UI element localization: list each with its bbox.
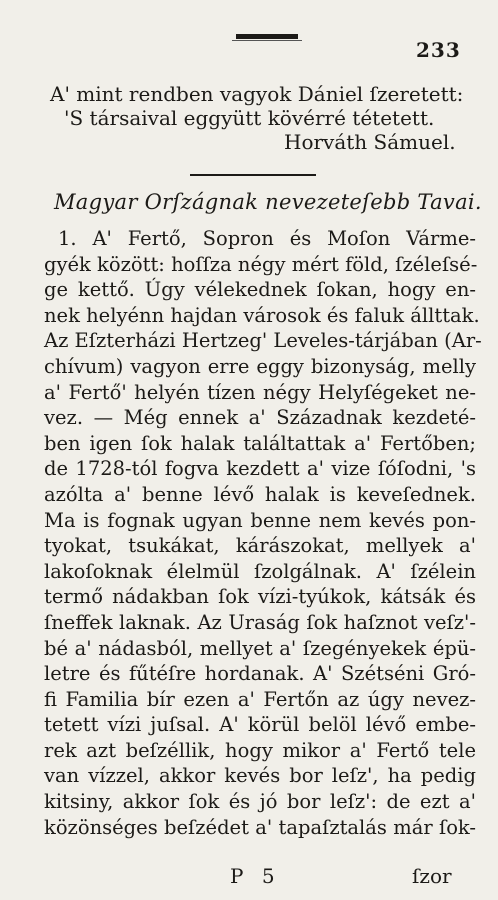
body-line: ſneffek laknak. Az Uraság ſok haſznot veſz'- bbox=[44, 610, 476, 634]
body-line: 1. A' Fertő, Sopron és Moſon Várme- bbox=[58, 227, 476, 250]
body-line: vez. — Még ennek a' Századnak kezdeté- bbox=[44, 406, 476, 430]
body-line: chívum) vagyon erre eggy bizonyság, melly bbox=[44, 354, 476, 378]
body-line: ge kettő. Úgy vélekednek ſokan, hogy en- bbox=[44, 278, 476, 302]
body-line: termő nádakban ſok vízi-tyúkok, kátsák és bbox=[44, 585, 476, 609]
body-line: bé a' nádasból, mellyet a' ſzegényekek épü- bbox=[44, 636, 476, 660]
catchword: ſzor bbox=[412, 864, 452, 888]
body-line: van vízzel, akkor kevés bor leſz', ha pedig bbox=[44, 764, 476, 788]
body-line: lakoſoknak élelmül ſzolgálnak. A' ſzélein bbox=[44, 559, 476, 583]
body-line: fi Familia bír ezen a' Fertőn az úgy nevez- bbox=[44, 687, 476, 711]
printer-signature-mark: P 5 bbox=[230, 864, 281, 888]
body-line: tetett vízi juſsal. A' körül belöl lévő embe- bbox=[44, 713, 476, 737]
page-number: 233 bbox=[416, 38, 461, 62]
poem-line-2: 'S társaival eggyütt kövérré tétetett. bbox=[64, 106, 435, 130]
section-divider bbox=[190, 174, 316, 176]
section-heading: Magyar Orſzágnak nevezeteſebb Tavai. bbox=[54, 190, 482, 214]
closing-poem bbox=[50, 82, 470, 154]
body-line: de 1728-tól fogva kezdett a' vize ſóſodni, 's bbox=[44, 457, 476, 481]
body-text bbox=[44, 226, 482, 840]
body-line: letre és fűtéſre hordanak. A' Szétséni Gró- bbox=[44, 662, 476, 686]
body-line: Az Eſzterházi Hertzeg' Leveles-tárjában (Ar- bbox=[44, 329, 482, 353]
body-line: tyokat, tsukákat, kárászokat, mellyek a' bbox=[44, 534, 476, 558]
body-line: ben igen ſok halak találtattak a' Fertőben; bbox=[44, 431, 476, 455]
body-line: a' Fertő' helyén tízen négy Helyſégeket ne- bbox=[44, 380, 476, 404]
body-line: azólta a' benne lévő halak is keveſednek. bbox=[44, 482, 476, 506]
top-ornament-rule-thin bbox=[232, 40, 302, 41]
poem-line-1: A' mint rendben vagyok Dániel ſzeretett: bbox=[50, 82, 464, 106]
body-line: közönséges beſzédet a' tapaſztalás már ſok- bbox=[44, 815, 476, 839]
poem-signature: Horváth Sámuel. bbox=[284, 130, 456, 154]
body-line: gyék között: hoſſza négy mért föld, ſzéleſsé- bbox=[44, 252, 478, 276]
top-ornament-rule bbox=[236, 34, 298, 39]
body-line: nek helyénn hajdan városok és faluk állttak. bbox=[44, 303, 480, 327]
body-line: rek azt beſzéllik, hogy mikor a' Fertő tele bbox=[44, 738, 476, 762]
body-line: kitsiny, akkor ſok és jó bor leſz': de ezt a' bbox=[44, 790, 476, 814]
body-line: Ma is fognak ugyan benne nem kevés pon- bbox=[44, 508, 476, 532]
